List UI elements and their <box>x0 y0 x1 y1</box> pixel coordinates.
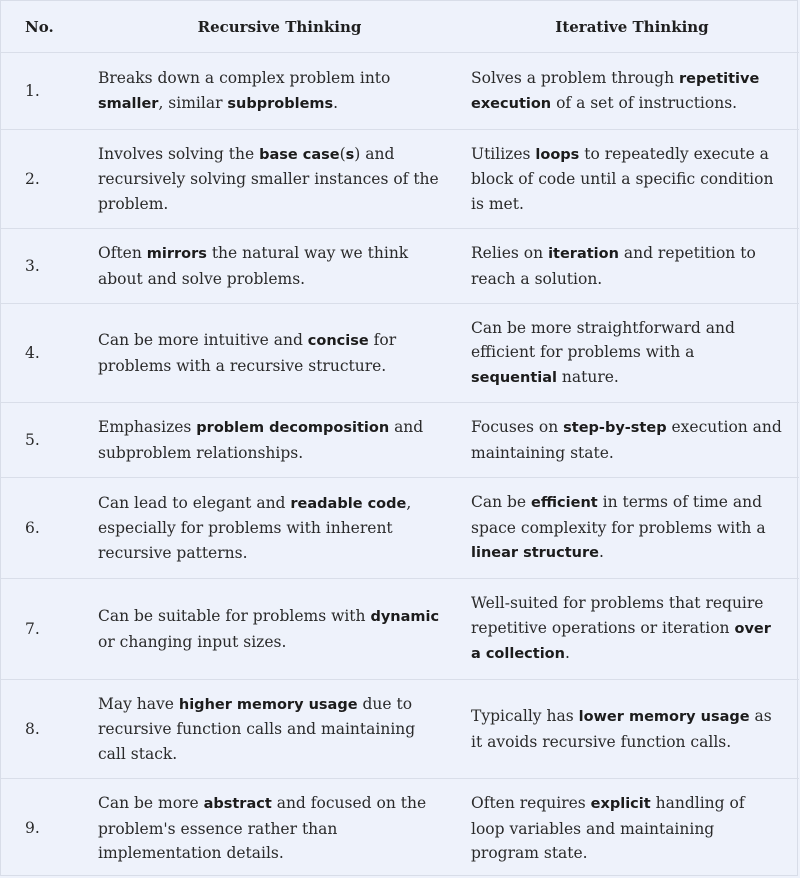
table-row <box>1 53 799 130</box>
iterative-cell: Often requires explicit handling of loop variables and maintaining program state. <box>471 794 745 862</box>
row-number: 1. <box>1 53 94 130</box>
emphasis-text: base case <box>259 146 340 163</box>
row-number: 5. <box>1 403 94 478</box>
iterative-cell: Solves a problem through repetitive execution of a set of instructions. <box>465 53 799 130</box>
iterative-cell: Can be efficient in terms of time and space complexity for problems with a linear structure. <box>465 478 799 579</box>
emphasis-text: linear structure <box>471 545 599 562</box>
emphasis-text: sequential <box>471 369 557 386</box>
emphasis-text: step-by-step <box>563 420 667 436</box>
table-row <box>1 579 799 680</box>
table-row <box>1 779 799 878</box>
row-number: 9. <box>25 819 40 837</box>
row-number: 7. <box>1 579 94 680</box>
iterative-cell: Typically has lower memory usage as it avoids recursive function calls. <box>465 680 799 779</box>
iterative-cell: Utilizes loops to repeatedly execute a block of code until a specific condition is met. <box>465 130 799 229</box>
emphasis-text: repetitive execution <box>471 70 760 112</box>
recursive-cell: Can be more abstract and focused on the problem's essence rather than implementation details. <box>98 794 427 862</box>
emphasis-text: mirrors <box>146 246 207 262</box>
table-row <box>1 229 799 304</box>
recursive-cell: Involves solving the base case(s) and recursively solving smaller instances of the problem. <box>94 130 465 229</box>
emphasis-text: over a collection <box>471 620 771 663</box>
table-row <box>1 304 799 403</box>
emphasis-text: dynamic <box>370 609 440 625</box>
row-number: 8. <box>1 680 94 779</box>
emphasis-text: s <box>345 146 355 163</box>
table-header-row <box>1 1 799 53</box>
row-number: 2. <box>1 130 94 229</box>
row-number: 3. <box>1 229 94 304</box>
emphasis-text: problem decomposition <box>196 420 390 436</box>
emphasis-text: explicit <box>590 796 651 812</box>
header-number: No. <box>1 1 94 53</box>
table-row <box>1 478 799 579</box>
emphasis-text: concise <box>307 333 369 349</box>
emphasis-text: higher memory usage <box>178 696 358 713</box>
row-number: 6. <box>1 478 94 579</box>
iterative-cell: Focuses on step-by-step execution and maintaining state. <box>465 403 799 478</box>
recursive-cell: Can be suitable for problems with dynamic or changing input sizes. <box>94 579 465 680</box>
emphasis-text: lower memory usage <box>578 709 750 725</box>
table-row <box>1 130 799 229</box>
emphasis-text: efficient <box>531 495 598 512</box>
header-recursive: Recursive Thinking <box>94 1 465 53</box>
table-row <box>1 403 799 478</box>
emphasis-text: loops <box>535 146 580 163</box>
recursive-cell: Can lead to elegant and readable code, especially for problems with inherent recursive patterns. <box>94 478 465 579</box>
emphasis-text: subproblems <box>227 95 334 112</box>
recursive-cell: Emphasizes problem decomposition and subproblem relationships. <box>94 403 465 478</box>
recursive-cell: Breaks down a complex problem into smaller, similar subproblems. <box>94 53 465 130</box>
table-row <box>1 680 799 779</box>
iterative-cell: Well-suited for problems that require repetitive operations or iteration over a collection. <box>465 579 799 680</box>
recursive-cell: Can be more intuitive and concise for problems with a recursive structure. <box>94 304 465 403</box>
emphasis-text: iteration <box>548 246 619 262</box>
row-number: 4. <box>1 304 94 403</box>
iterative-cell: Relies on iteration and repetition to reach a solution. <box>465 229 799 304</box>
emphasis-text: readable code <box>290 495 407 512</box>
emphasis-text: abstract <box>203 796 272 812</box>
comparison-table <box>1 1 799 878</box>
iterative-cell: Can be more straightforward and efficient for problems with a sequential nature. <box>465 304 799 403</box>
recursive-cell: May have higher memory usage due to recursive function calls and maintaining call stack. <box>94 680 465 779</box>
recursive-cell: Often mirrors the natural way we think about and solve problems. <box>94 229 465 304</box>
emphasis-text: smaller <box>98 95 159 112</box>
header-iterative: Iterative Thinking <box>465 1 799 53</box>
table-body <box>1 53 799 878</box>
